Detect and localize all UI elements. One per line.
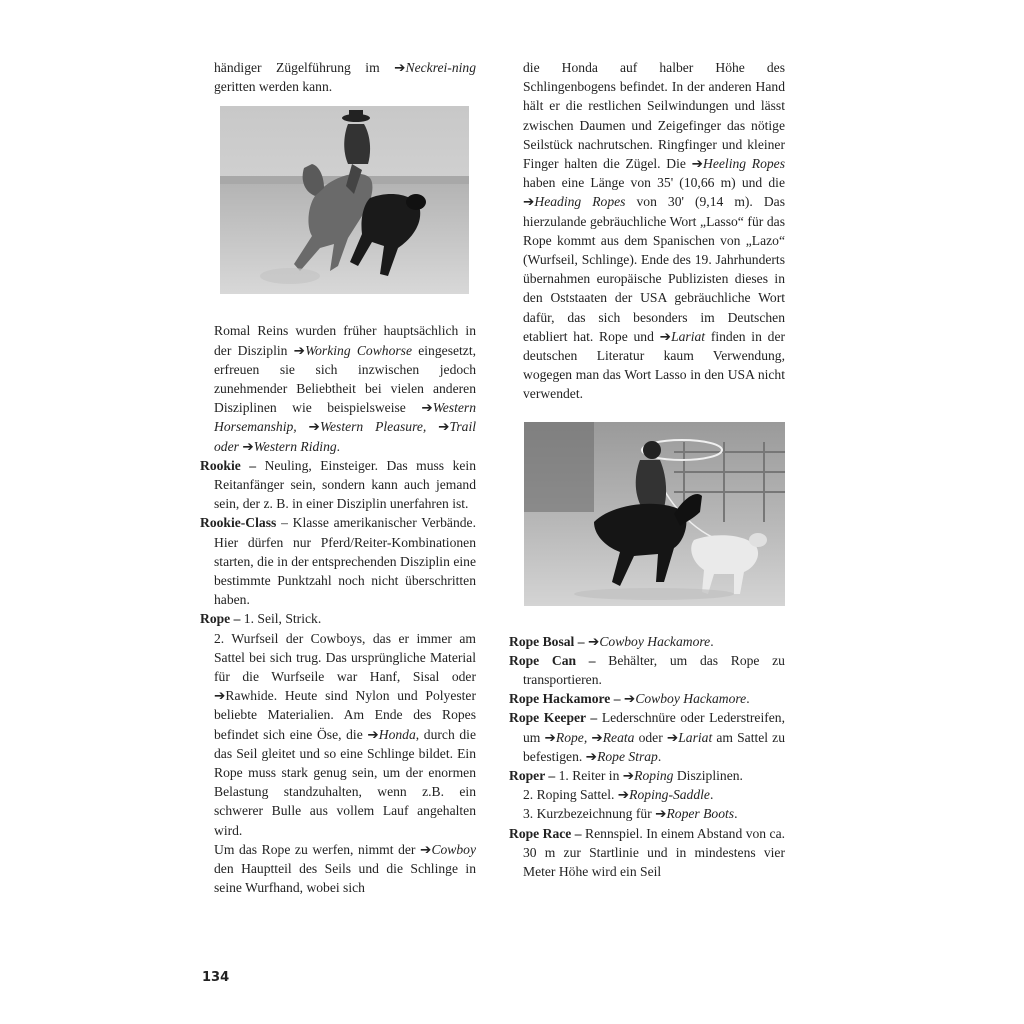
entry-rope-keeper: Rope Keeper – Lederschnüre oder Lederstreifen, um ➔Rope, ➔Reata oder ➔Lariat am Sattel zu befestigen. ➔Rope Strap.	[509, 710, 786, 764]
right-column	[509, 58, 785, 881]
roping-image	[524, 422, 785, 606]
cutting-horse-photo	[220, 106, 469, 294]
text-paragraph: die Honda auf halber Höhe des Schlingenbogens befindet. In der anderen Hand hält er die restlichen Seilwindungen und lässt zwischen Daumen und Zeigefinger das nötige Seilstück nachrutschen. Ringfinger und kleiner Finger halten die Zügel. Die ➔Heeling Ropes haben eine Länge von 35' (10,66 m) und die ➔Heading Ropes von 30' (9,14 m). Das hierzulande gebräuchliche Wort „Lasso“ für das Rope kommt aus dem Spanischen von „Lazo“ (Wurfseil, Schlinge). Ende des 19. Jahrhunderts übernahmen europäische Publizisten dieses in den Oststaaten der USA gebräuchliche Wort dafür, das sich besonders im Deutschen etabliert hat. Rope und ➔Lariat finden in der deutschen Literatur kaum Verwendung, wogegen man das Wort Lasso in den USA nicht verwendet.	[523, 60, 786, 402]
entry-rope-race: Rope Race – Rennspiel. In einem Abstand von ca. 30 m zur Startlinie und in mindestens vier Meter Höhe wird ein Seil	[509, 825, 785, 880]
entry-rope-bosal: Rope Bosal – ➔Cowboy Hackamore.	[509, 633, 714, 649]
entry-rookie-class: Rookie-Class – Klasse amerikanischer Verbände. Hier dürfen nur Pferd/Reiter-Kombinationen starten, die in der entsprechenden Disziplin eine bestimmte Punktzahl noch nicht überschritten haben.	[200, 515, 476, 608]
page-number: 134	[202, 970, 230, 985]
entry-roper: Roper – 1. Reiter in ➔Roping Disziplinen.	[509, 768, 743, 784]
entry-rope: Rope – 1. Seil, Strick.	[200, 611, 322, 627]
entry-rope-part-2: 2. Wurfseil der Cowboys, das er immer am Sattel bei sich trug. Das ursprüngliche Material für die Wurfseile war Hanf, Sisal oder ➔Rawhide. Heute sind Nylon und Polyester beliebte Materialien. Am Ende des Ropes befindet sich eine Öse, die ➔Honda, durch die das Seil gleitet und so eine Schlinge bildet. Ein Rope muss stark genug sein, um der enormen Belastung standzuhalten, wenn z.B. ein schwerer Bulle aus vollem Lauf angehalten wird.	[214, 630, 476, 838]
left-column	[200, 58, 476, 898]
entry-roper-part-2: 2. Roping Sattel. ➔Roping-Saddle.	[523, 787, 714, 803]
cutting-horse-image	[220, 106, 469, 294]
entry-rope-hackamore: Rope Hackamore – ➔Cowboy Hackamore.	[509, 691, 750, 707]
roping-photo	[524, 422, 785, 606]
entry-rope-can: Rope Can – Behälter, um das Rope zu transportieren.	[509, 652, 785, 688]
entry-rookie: Rookie – Neuling, Einsteiger. Das muss kein Reitanfänger sein, sondern kann auch jemand sein, der z. B. in einer Disziplin unerfahren ist.	[200, 457, 476, 512]
entry-roper-part-3: 3. Kurzbezeichnung für ➔Roper Boots.	[523, 806, 738, 822]
entry-rope-part-3: Um das Rope zu werfen, nimmt der ➔Cowboy den Hauptteil des Seils und die Schlinge in seine Wurfhand, wobei sich	[214, 841, 476, 896]
text-paragraph: Romal Reins wurden früher hauptsächlich in der Disziplin ➔Working Cowhorse eingesetzt, erfreuen sie sich inzwischen jedoch zunehmender Beliebtheit bei vielen anderen Disziplinen wie beispielsweise ➔Western Horsemanship, ➔Western Pleasure, ➔Trail oder ➔Western Riding.	[214, 323, 476, 454]
text-paragraph: händiger Zügelführung im ➔Neckrei-ning geritten werden kann.	[214, 60, 476, 95]
